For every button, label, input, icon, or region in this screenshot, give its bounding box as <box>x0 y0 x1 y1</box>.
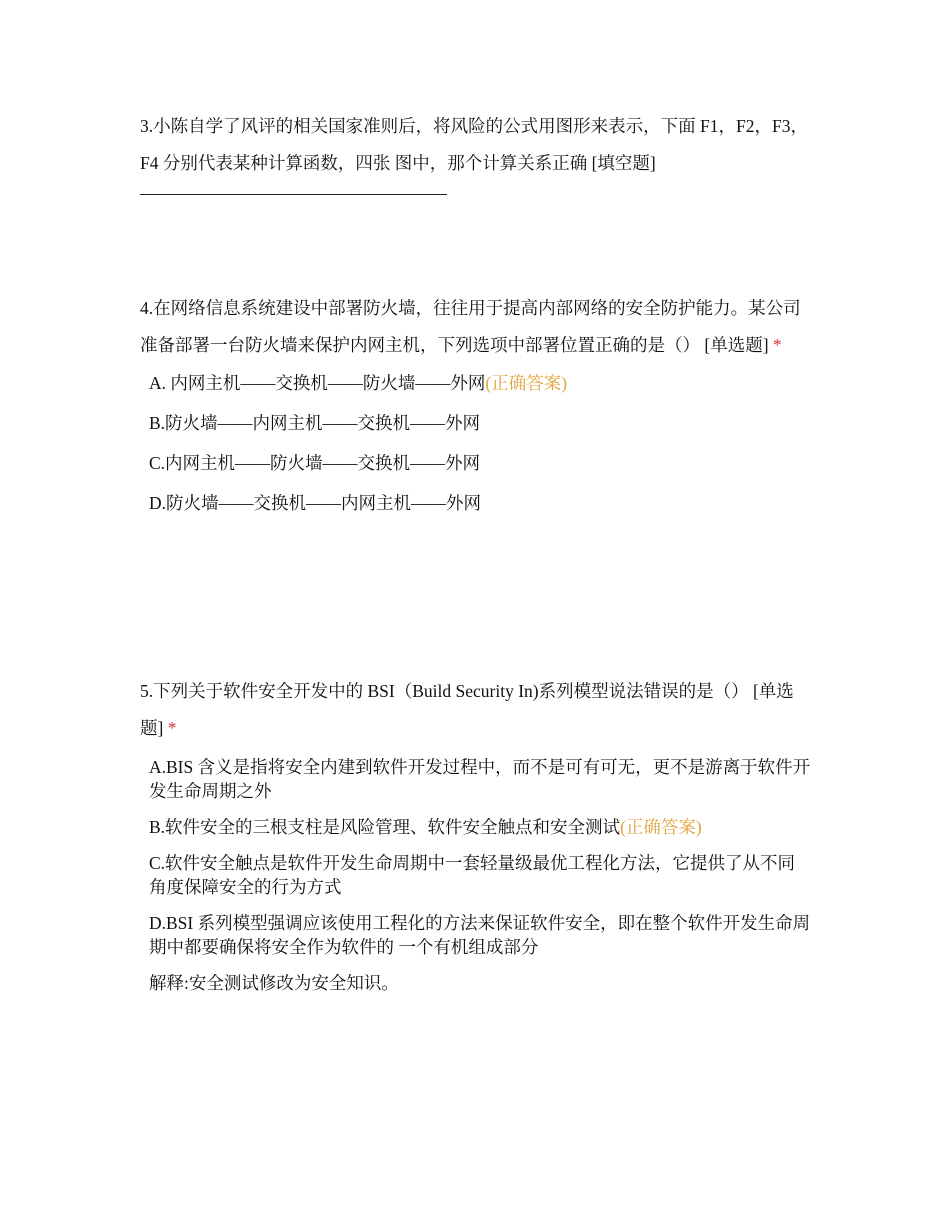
option-a[interactable] <box>149 755 812 803</box>
option-b[interactable] <box>149 412 812 434</box>
option-c[interactable] <box>149 452 812 474</box>
option-c-text: C.内网主机——防火墙——交换机——外网 <box>149 453 481 473</box>
option-b-text: B.防火墙——内网主机——交换机——外网 <box>149 413 481 433</box>
option-d[interactable] <box>149 911 812 959</box>
correct-answer-tag: (正确答案) <box>620 817 702 837</box>
question-3-title: 3.小陈自学了风评的相关国家准则后，将风险的公式用图形来表示，下面 F1，F2，F3，F4 分别代表某种计算函数，四张 图中，那个计算关系正确 [填空题] <box>140 116 808 173</box>
option-c-text: C.软件安全触点是软件开发生命周期中一套轻量级最优工程化方法，它提供了从不同角度保障安全的行为方式 <box>149 853 796 897</box>
question-5-options <box>140 755 812 995</box>
question-3 <box>140 108 812 195</box>
explanation: 解释:安全测试修改为安全知识。 <box>149 973 399 993</box>
question-4-text: 4.在网络信息系统建设中部署防火墙，往往用于提高内部网络的安全防护能力。某公司准备部署一台防火墙来保护内网主机，下列选项中部署位置正确的是（） [单选题] <box>140 298 801 355</box>
required-mark: * <box>167 718 177 738</box>
required-mark: * <box>772 335 782 355</box>
correct-answer-tag: (正确答案) <box>485 373 568 393</box>
question-5-title <box>140 673 812 747</box>
option-a-text: A.BIS 含义是指将安全内建到软件开发过程中，而不是可有可无，更不是游离于软件开发生命周期之外 <box>149 757 811 801</box>
question-5-text: 5.下列关于软件安全开发中的 BSI（Build Security In)系列模型说法错误的是（） [单选题] <box>140 681 794 738</box>
option-c[interactable] <box>149 851 812 899</box>
option-d-text: D.防火墙——交换机——内网主机——外网 <box>149 493 482 513</box>
option-d[interactable] <box>149 492 812 514</box>
option-d-text: D.BSI 系列模型强调应该使用工程化的方法来保证软件安全，即在整个软件开发生命周期中都要确保将安全作为软件的 一个有机组成部分 <box>149 913 811 957</box>
question-4-options <box>140 372 812 514</box>
option-b[interactable] <box>149 815 812 839</box>
question-4-title <box>140 290 812 364</box>
option-a[interactable] <box>149 372 812 394</box>
option-b-text: B.软件安全的三根支柱是风险管理、软件安全触点和安全测试 <box>149 817 621 837</box>
option-a-text: A. 内网主机——交换机——防火墙——外网 <box>149 373 486 393</box>
fill-in-blank-line[interactable] <box>140 194 447 195</box>
question-4 <box>140 290 812 532</box>
question-5 <box>140 673 812 1007</box>
